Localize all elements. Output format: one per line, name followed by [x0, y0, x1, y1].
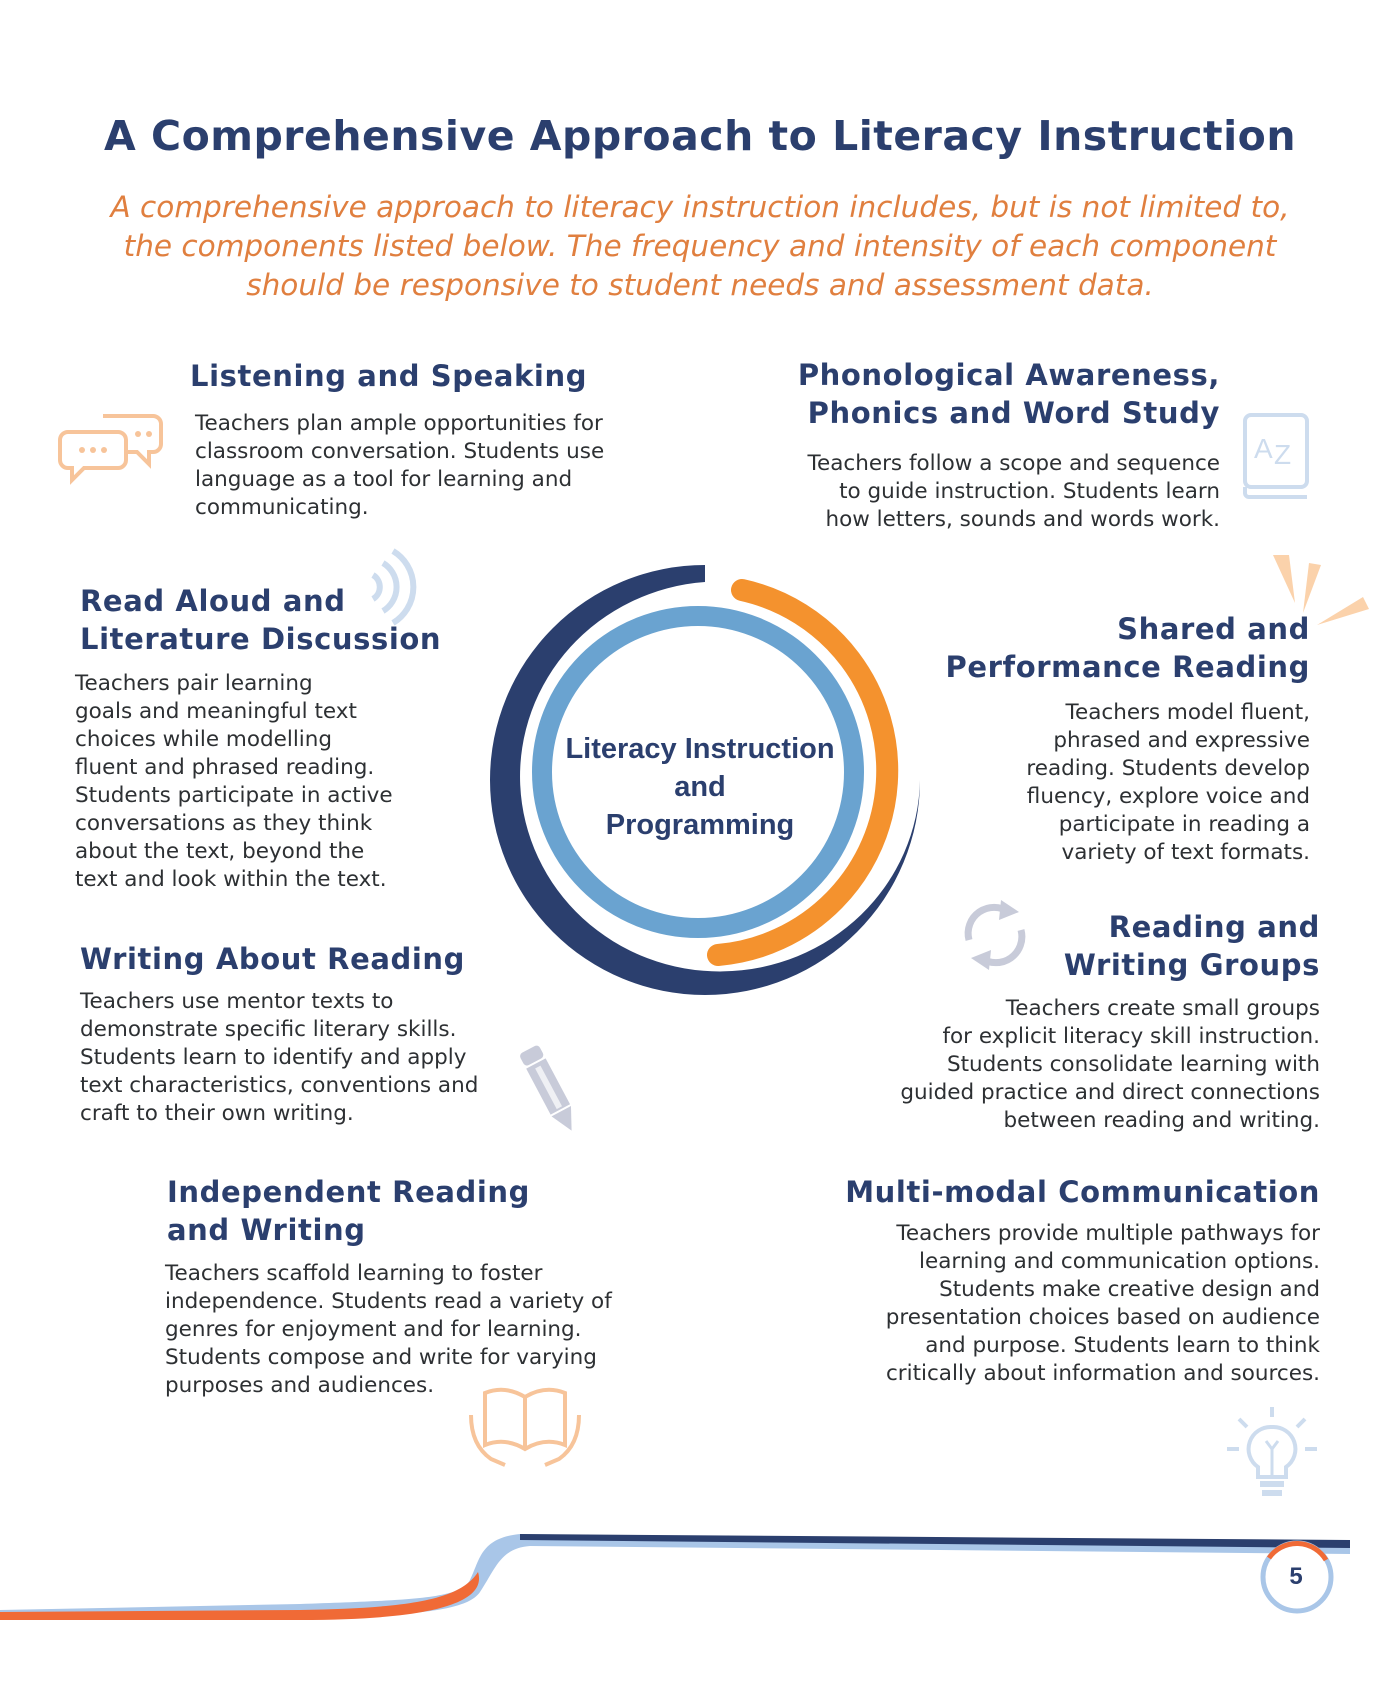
listening-body: Teachers plan ample opportunities for classroom conversation. Students use language as a tool for learning and communicating.	[195, 411, 605, 520]
az-book-icon	[1240, 410, 1315, 500]
phonological-heading: Phonological Awareness, Phonics and Word Study	[797, 358, 1220, 430]
center-label: Literacy Instruction and Programming	[565, 733, 835, 841]
read-aloud-body: Teachers pair learning goals and meaningful text choices while modelling fluent and phrased reading. Students participate in active conversations as they think about the text, beyond the text and look within the text.	[75, 671, 393, 892]
svg-text:Z: Z	[1274, 439, 1292, 470]
burst-rays-icon	[1265, 555, 1375, 635]
sound-waves-icon	[365, 545, 425, 625]
independent-heading: Independent Reading and Writing	[167, 1175, 531, 1247]
writing-about-body: Teachers use mentor texts to demonstrate specific literary skills. Students learn to identify and apply text characteristics, conventions and craft to their own writing.	[80, 989, 479, 1126]
read-aloud-heading: Read Aloud and Literature Discussion	[80, 584, 442, 656]
shared-heading: Shared and Performance Reading	[945, 612, 1310, 684]
page-subtitle: A comprehensive approach to literacy instruction includes, but is not limited to, the components listed below. The frequency and intensity of each component should be responsive to student needs and assessment data.	[110, 190, 1290, 302]
pencil-icon	[515, 1040, 585, 1140]
groups-body: Teachers create small groups for explicit literacy skill instruction. Students consolidate learning with guided practice and direct connections between reading and writing.	[900, 996, 1320, 1133]
footer-wave	[0, 1500, 1400, 1620]
svg-text:A: A	[1254, 433, 1273, 464]
multimodal-body: Teachers provide multiple pathways for learning and communication options. Students make creative design and presentation choices based on audience and purpose. Students learn to think critically about information and sources.	[885, 1221, 1320, 1386]
page-title: A Comprehensive Approach to Literacy Instruction	[103, 112, 1297, 160]
independent-body: Teachers scaffold learning to foster independence. Students read a variety of genres for enjoyment and for learning. Students compose and write for varying purposes and audiences.	[165, 1261, 612, 1398]
light-blue-wave	[0, 1534, 1350, 1620]
shared-body: Teachers model fluent, phrased and expressive reading. Students develop fluency, explore voice and participate in reading a variety of text formats.	[1026, 700, 1310, 865]
phonological-body: Teachers follow a scope and sequence to guide instruction. Students learn how letters, sounds and words work.	[807, 451, 1220, 532]
listening-heading: Listening and Speaking	[190, 359, 588, 393]
groups-heading: Reading and Writing Groups	[1063, 910, 1320, 982]
page-number: 5	[1289, 1563, 1303, 1590]
writing-about-heading: Writing About Reading	[80, 942, 466, 976]
open-book-icon	[465, 1375, 585, 1470]
cycle-arrows-icon	[955, 890, 1035, 980]
multimodal-heading: Multi-modal Communication	[845, 1175, 1320, 1209]
orange-wave	[0, 1572, 479, 1620]
speech-bubbles-icon	[58, 410, 168, 485]
lightbulb-icon	[1225, 1405, 1320, 1510]
